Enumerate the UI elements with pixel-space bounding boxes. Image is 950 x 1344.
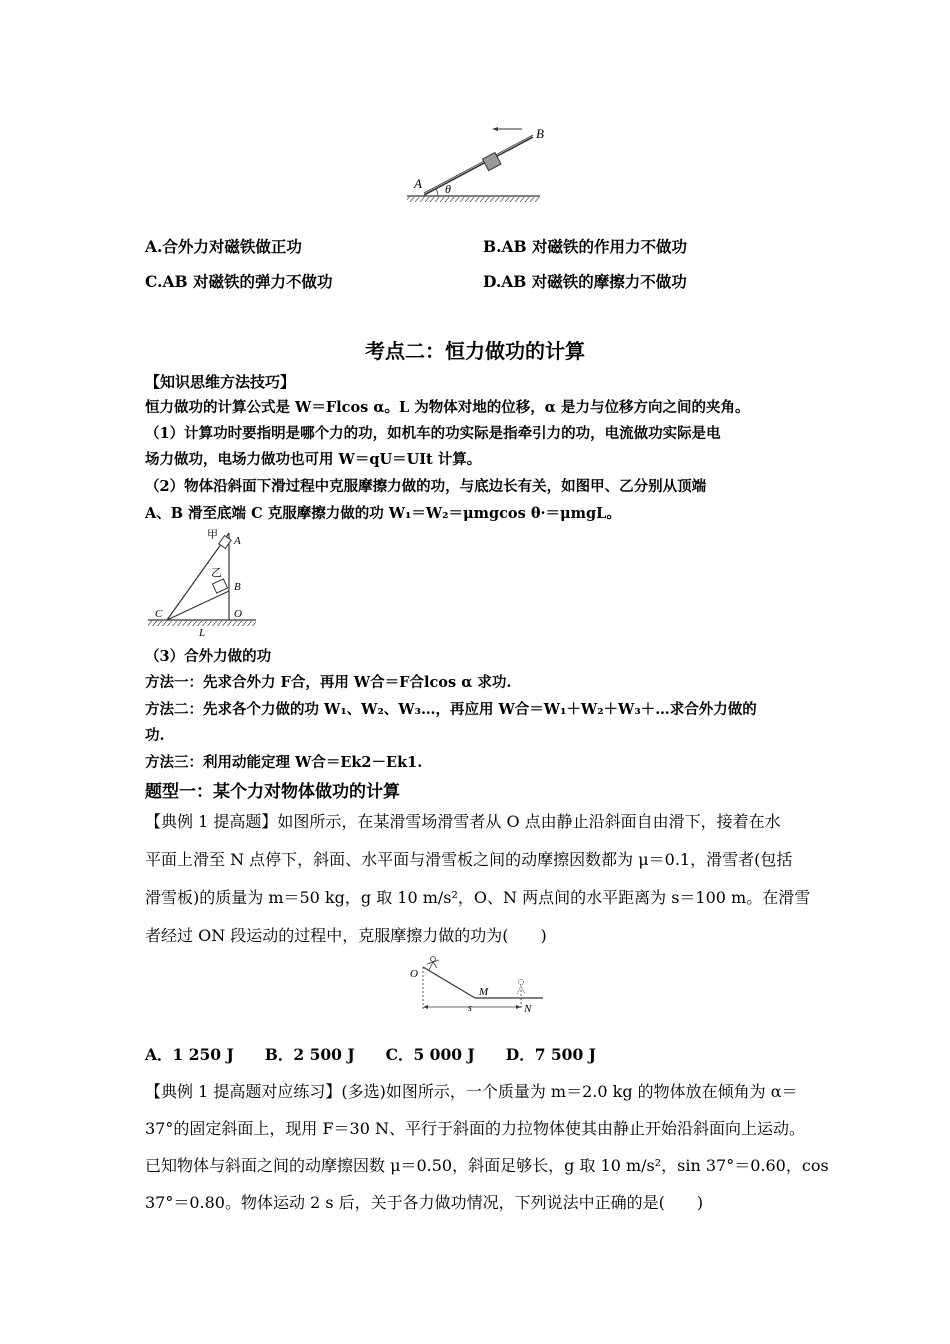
knowledge-p3b: A、B 滑至底端 C 克服摩擦力做的功 W₁＝W₂＝μmgcos θ·＝μmgL。 <box>145 505 621 522</box>
option-b: B.AB 对磁铁的作用力不做功 <box>483 237 688 256</box>
ski-slope-figure <box>405 950 550 1020</box>
example2-line3: 已知物体与斜面之间的动摩擦因数 μ＝0.50，斜面足够长，g 取 10 m/s²，sin 37°＝0.60，cos <box>145 1156 829 1175</box>
incline-figure <box>400 118 560 208</box>
label-n: N <box>524 1003 532 1015</box>
label-theta: θ <box>445 182 451 196</box>
label-b: B <box>234 581 241 593</box>
label-c: C <box>155 608 163 620</box>
label-s: s <box>468 1003 472 1014</box>
method-1: 方法一：先求合外力 F合，再用 W合＝F合lcos α 求功. <box>145 674 512 691</box>
type1-heading: 题型一：某个力对物体做功的计算 <box>145 782 400 802</box>
two-inclines-figure <box>145 527 260 642</box>
method-2a: 方法二：先求各个力做的功 W₁、W₂、W₃…，再应用 W合＝W₁＋W₂＋W₃＋…求合外力做的 <box>145 701 757 718</box>
knowledge-p3a: （2）物体沿斜面下滑过程中克服摩擦力做的功，与底边长有关，如图甲、乙分别从顶端 <box>145 478 707 495</box>
method-3: 方法三：利用动能定理 W合＝Ek2－Ek1. <box>145 754 423 771</box>
label-b: B <box>536 126 544 141</box>
method-intro: （3）合外力做的功 <box>145 648 272 665</box>
label-l: L <box>199 627 206 639</box>
knowledge-heading: 【知识思维方法技巧】 <box>145 373 296 391</box>
example2-line1: 【典例 1 提高题对应练习】(多选)如图所示，一个质量为 m＝2.0 kg 的物体放在倾角为 α＝ <box>145 1082 798 1101</box>
example2-line2: 37°的固定斜面上，现用 F＝30 N、平行于斜面的力拉物体使其由静止开始沿斜面向上运动。 <box>145 1119 805 1138</box>
knowledge-p2a: （1）计算功时要指明是哪个力的功，如机车的功实际是指牵引力的功，电流做功实际是电 <box>145 425 721 442</box>
example1-options: A．1 250 J B．2 500 J C．5 000 J D．7 500 J <box>145 1045 596 1064</box>
label-m: M <box>479 986 489 998</box>
option-c: C.AB 对磁铁的弹力不做功 <box>145 272 333 291</box>
label-yi: 乙 <box>211 567 222 579</box>
example1-line2: 平面上滑至 N 点停下，斜面、水平面与滑雪板之间的动摩擦因数都为 μ＝0.1，滑雪者(包括 <box>145 850 793 869</box>
option-d: D.AB 对磁铁的摩擦力不做功 <box>483 272 687 291</box>
label-o: O <box>234 608 242 620</box>
label-o: O <box>410 968 418 980</box>
knowledge-p1: 恒力做功的计算公式是 W＝Flcos α。L 为物体对地的位移，α 是力与位移方向之间的夹角。 <box>145 399 750 416</box>
example1-line3: 滑雪板)的质量为 m＝50 kg，g 取 10 m/s²，O、N 两点间的水平距离为 s＝100 m。在滑雪 <box>145 888 811 907</box>
label-a: A <box>414 176 422 191</box>
example1-line1: 【典例 1 提高题】如图所示，在某滑雪场滑雪者从 O 点由静止沿斜面自由滑下，接着在水 <box>145 812 781 831</box>
option-a: A.合外力对磁铁做正功 <box>145 237 302 256</box>
knowledge-p2b: 场力做功，电场力做功也可用 W＝qU＝UIt 计算。 <box>145 451 482 468</box>
label-a: A <box>234 535 241 547</box>
method-2b: 功. <box>145 727 165 744</box>
label-jia: 甲 <box>207 529 218 541</box>
section-title: 考点二：恒力做功的计算 <box>365 339 585 363</box>
example2-line4: 37°＝0.80。物体运动 2 s 后，关于各力做功情况，下列说法中正确的是( ) <box>145 1193 704 1212</box>
example1-line4: 者经过 ON 段运动的过程中，克服摩擦力做的功为( ) <box>145 926 547 945</box>
